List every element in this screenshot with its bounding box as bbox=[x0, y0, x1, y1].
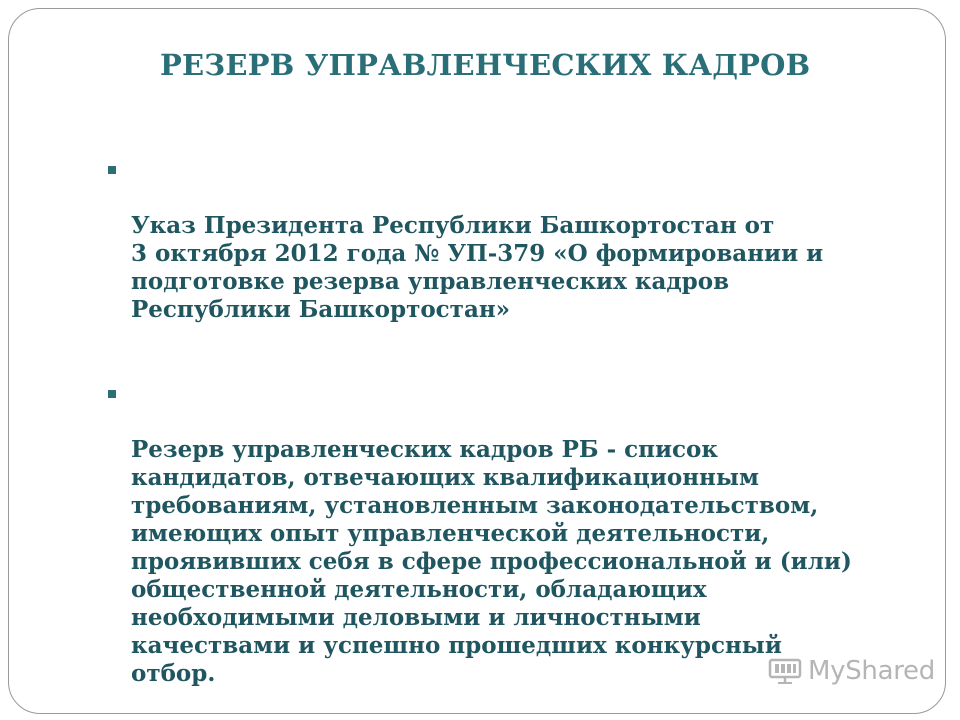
square-bullet-icon bbox=[108, 166, 116, 174]
watermark-text: MyShared bbox=[808, 656, 935, 686]
bullet-text: Указ Президента Республики Башкортостан от 3 октября 2012 года № УП-379 «О формировании и подготовке резерва управленческих кадров Республики Башкортостан» bbox=[131, 212, 824, 323]
slide-title: РЕЗЕРВ УПРАВЛЕНЧЕСКИХ КАДРОВ bbox=[160, 48, 811, 82]
bullet-item-decree bbox=[104, 156, 924, 324]
bullet-list bbox=[104, 156, 924, 688]
presentation-screen-icon bbox=[768, 658, 802, 684]
bullet-text: Резерв управленческих кадров РБ - список кандидатов, отвечающих квалификационным требованиям, установленным законодательством, имеющих опыт управленческой деятельности, проявивших себя в сфере профессиональной и (или) общественной деятельности, обладающих необходимыми деловыми и личностными качествами и успешно прошедших конкурсный отбор. bbox=[131, 436, 852, 687]
watermark-logo bbox=[768, 656, 935, 686]
bullet-item-definition bbox=[104, 380, 924, 688]
square-bullet-icon bbox=[108, 390, 116, 398]
